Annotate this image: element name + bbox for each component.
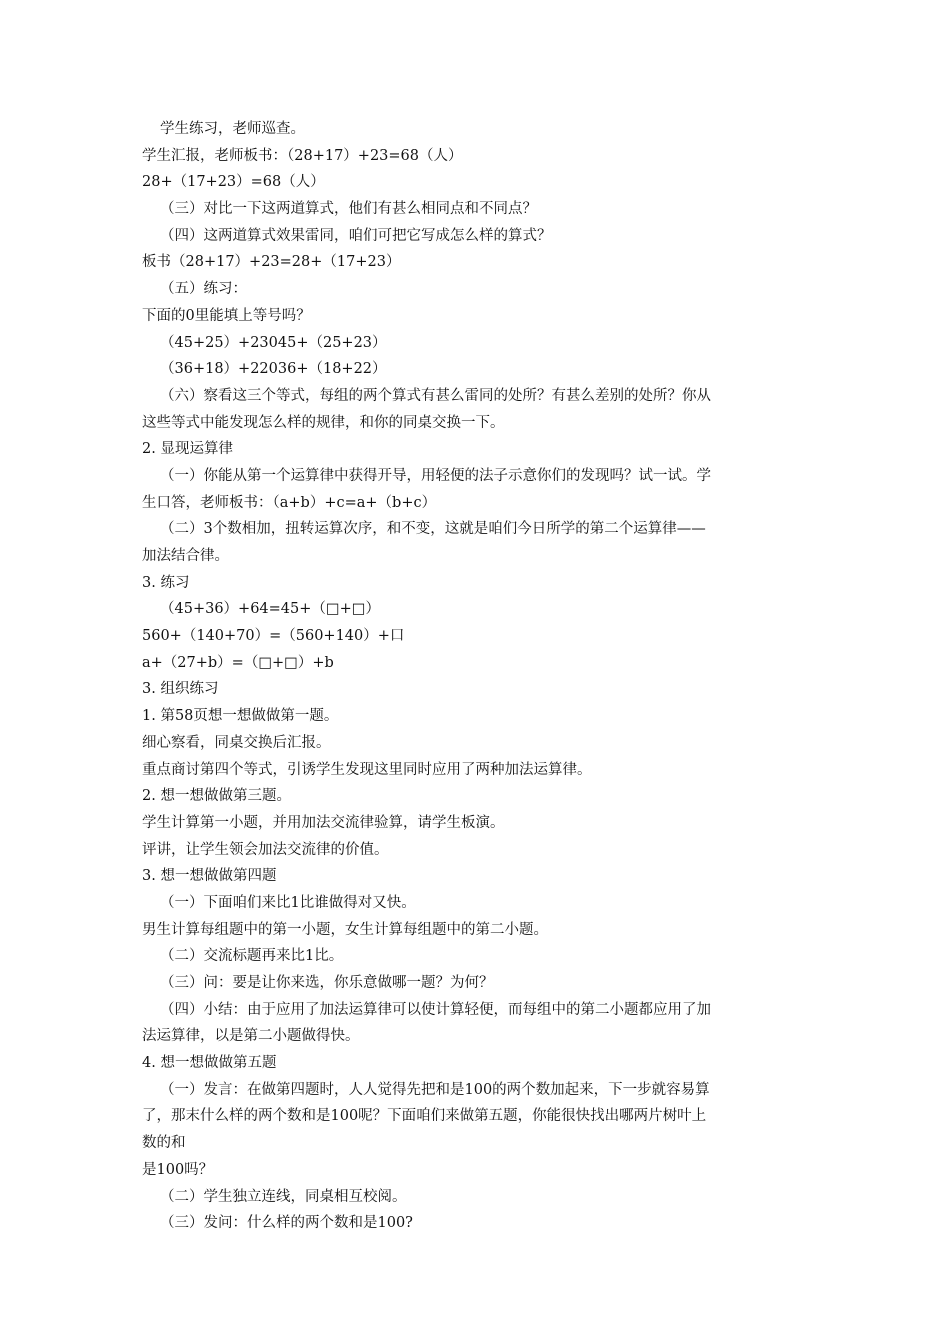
text-line: 学生练习，老师巡查。: [160, 121, 305, 137]
text-line: （二）3个数相加，扭转运算次序，和不变，这就是咱们今日所学的第二个运算律——: [160, 521, 706, 538]
text-line: （二）交流标题再来比1比。: [160, 948, 344, 965]
text-line: （45+25）+23045+（25+23）: [160, 334, 387, 351]
text-line: 学生计算第一小题，并用加法交流律验算，请学生板演。: [142, 814, 505, 831]
text-line: 板书（28+17）+23=28+（17+23）: [142, 254, 401, 271]
text-line: 男生计算每组题中的第一小题，女生计算每组题中的第二小题。: [142, 921, 548, 938]
text-line: 下面的0里能填上等号吗？: [142, 307, 311, 324]
text-line: （一）你能从第一个运算律中获得开导，用轻便的法子示意你们的发现吗？试一试。学: [160, 467, 711, 484]
text-line: （三）发问：什么样的两个数和是100?: [160, 1215, 413, 1232]
text-line: 2. 想一想做做第三题。: [142, 788, 291, 805]
text-line: 3. 组织练习: [142, 681, 219, 698]
text-line: （一）发言：在做第四题时，人人觉得先把和是100的两个数加起来，下一步就容易算: [160, 1081, 710, 1098]
text-line: （三）对比一下这两道算式，他们有甚么相同点和不同点？: [160, 201, 537, 218]
text-line: （六）察看这三个等式，每组的两个算式有甚么雷同的处所？有甚么差别的处所？你从: [160, 387, 711, 404]
text-line: 学生汇报，老师板书：（28+17）+23=68（人）: [142, 147, 463, 164]
text-line: a+（27+b）=（□+□）+b: [142, 654, 334, 671]
text-line: （二）学生独立连线，同桌相互校阅。: [160, 1188, 407, 1205]
text-line: 这些等式中能发现怎么样的规律，和你的同桌交换一下。: [142, 414, 505, 431]
text-line: 重点商讨第四个等式，引诱学生发现这里同时应用了两种加法运算律。: [142, 761, 592, 778]
text-line: 2. 显现运算律: [142, 441, 233, 458]
text-line: 法运算律，以是第二小题做得快。: [142, 1028, 360, 1045]
text-line: 4. 想一想做做第五题: [142, 1055, 277, 1072]
text-line: （四）小结：由于应用了加法运算律可以使计算轻便，而每组中的第二小题都应用了加: [160, 1001, 711, 1018]
text-line: （三）问：要是让你来选，你乐意做哪一题？为何？: [160, 975, 494, 991]
document-body: [142, 116, 812, 1237]
text-line: 3. 想一想做做第四题: [142, 868, 277, 885]
text-line: 28+（17+23）=68（人）: [142, 174, 325, 191]
text-line: 数的和: [142, 1135, 186, 1152]
text-line: 生口答，老师板书：（a+b）+c=a+（b+c）: [142, 494, 437, 511]
text-line: 是100吗？: [142, 1161, 214, 1178]
text-line: （四）这两道算式效果雷同，咱们可把它写成怎么样的算式？: [160, 227, 552, 244]
text-line: 3. 练习: [142, 574, 190, 591]
text-line: 了，那末什么样的两个数和是100呢？下面咱们来做第五题，你能很快找出哪两片树叶上: [142, 1108, 707, 1125]
text-line: 1. 第58页想一想做做第一题。: [142, 708, 339, 725]
text-line: 560+（140+70）=（560+140）+口: [142, 628, 405, 645]
text-line: （五）练习：: [160, 281, 247, 298]
text-line: （36+18）+22036+（18+22）: [160, 361, 387, 378]
text-line: 细心察看，同桌交换后汇报。: [142, 734, 331, 751]
text-line: 加法结合律。: [142, 548, 229, 564]
text-line: 评讲，让学生领会加法交流律的价值。: [142, 841, 389, 858]
text-line: （45+36）+64=45+（□+□）: [160, 601, 380, 618]
text-line: （一）下面咱们来比1比谁做得对又快。: [160, 894, 416, 911]
